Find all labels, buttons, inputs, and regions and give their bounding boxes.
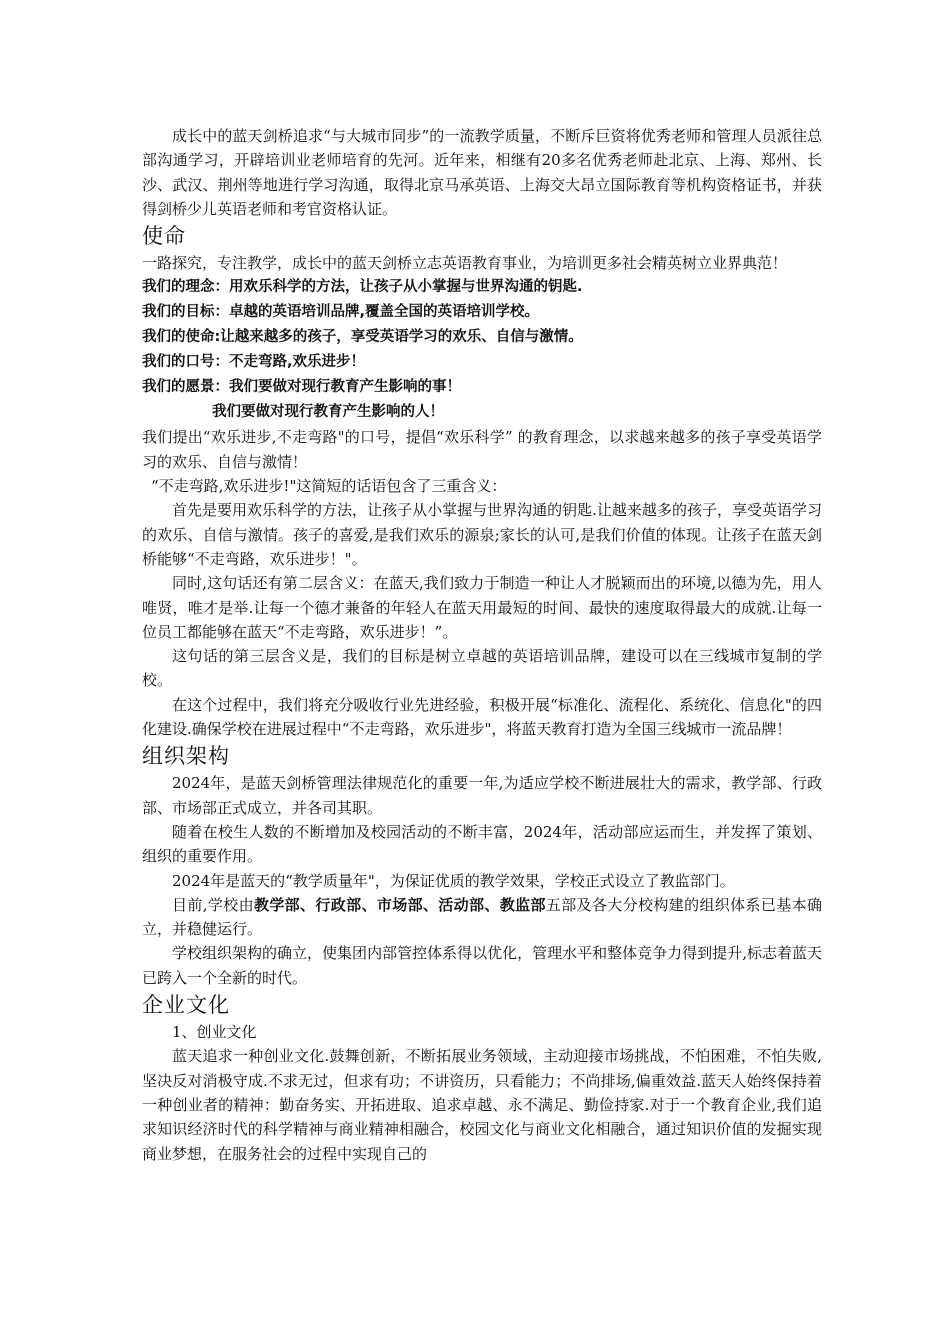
third-meaning-paragraph: 这句话的第三层含义是，我们的目标是树立卓越的英语培训品牌，建设可以在三线城市复制的学校。 [142,647,822,690]
quote-paragraph: “不走弯路,欢乐进步!"这简短的话语包含了三重含义： [151,477,507,496]
org-departments-bold: 教学部、行政部、市场部、活动部、教监部 [253,895,546,914]
org-paragraph-2: 随着在校生人数的不断增加及校园活动的不断丰富，2024年，活动部应运而生，并发挥了策划、组织的重要作用。 [142,822,822,866]
org-paragraph-5: 学校组织架构的确立，使集团内部管控体系得以优化，管理水平和整体竞争力得到提升,标志着蓝天已跨入一个全新的时代。 [142,944,822,987]
org-p4-pre: 目前,学校由 [172,895,254,914]
culture-paragraph-1: 蓝天追求一种创业文化.鼓舞创新，不断拓展业务领域，主动迎接市场挑战，不怕困难，不怕失败,坚决反对消极守成.不求无过，但求有功；不讲资历，只看能力；不尚排场,偏重效益.蓝天人始终保持着一种创业者的精神：勤奋务实、开拓进取、追求卓越、永不满足、勤俭持家.对于一个教育企业,我们追求知识经济时代的科学精神与商业精神相融合，校园文化与商业文化相融合，通过知识价值的发掘实现商业梦想，在服务社会的过程中实现自己的 [142,1047,822,1163]
document-body [142,124,822,1166]
culture-subheading: 1、创业文化 [172,1023,257,1042]
vision-line: 我们的愿景：我们要做对现行教育产生影响的事！ [142,379,461,396]
org-heading: 组织架构 [142,744,230,769]
org-paragraph-3: 2024年是蓝天的“教学质量年"，为保证优质的教学效果，学校正式设立了教监部门。 [172,871,735,890]
slogan-paragraph: 我们提出“欢乐进步,不走弯路"的口号，提倡“欢乐科学” 的教育理念，以求越来越多的孩子享受英语学习的欢乐、自信与激情！ [142,428,822,471]
mission-heading: 使命 [142,224,186,249]
org-paragraph-1: 2024年，是蓝天剑桥管理法律规范化的重要一年,为适应学校不断进展壮大的需求，教学部、行政部、市场部正式成立，并各司其职。 [142,774,822,817]
mission-line: 我们的使命:让越来越多的孩子，享受英语学习的欢乐、自信与激情。 [142,329,583,346]
mission-intro: 一路探究，专注教学，成长中的蓝天剑桥立志英语教育事业，为培训更多社会精英树立业界典范！ [142,254,788,273]
culture-heading: 企业文化 [142,993,230,1018]
org-p4-post: 五部及各大分校构建的组织体系已基本确立，并稳健运行。 [142,895,822,939]
second-meaning-paragraph: 同时,这句话还有第二层含义：在蓝天,我们致力于制造一种让人才脱颖而出的环境,以德为先，用人唯贤，唯才是举.让每一个德才兼备的年轻人在蓝天用最短的时间、最快的速度取得最大的成就.让每一位员工都能够在蓝天“不走弯路，欢乐进步！”。 [142,574,822,641]
philosophy-line: 我们的理念：用欢乐科学的方法，让孩子从小掌握与世界沟通的钥匙. [142,279,583,296]
first-meaning-paragraph: 首先是要用欢乐科学的方法，让孩子从小掌握与世界沟通的钥匙.让越来越多的孩子，享受英语学习的欢乐、自信与激情。孩子的喜爱,是我们欢乐的源泉;家长的认可,是我们价值的体现。让孩子在蓝天剑桥能够“不走弯路，欢乐进步！"。 [142,501,822,568]
slogan-line: 我们的口号：不走弯路,欢乐进步！ [142,354,366,371]
org-paragraph-4 [142,893,822,942]
process-paragraph: 在这个过程中，我们将充分吸收行业先进经验，积极开展“标准化、流程化、系统化、信息化"的四化建设.确保学校在进展过程中“不走弯路，欢乐进步"，将蓝天教育打造为全国三线城市一流品牌！ [142,695,822,739]
intro-paragraph: 成长中的蓝天剑桥追求“与大城市同步”的一流教学质量，不断斥巨资将优秀老师和管理人员派往总部沟通学习，开辟培训业老师培育的先河。近年来，相继有20多名优秀老师赴北京、上海、郑州、长沙、武汉、荆州等地进行学习沟通，取得北京马承英语、上海交大昂立国际教育等机构资格证书，并获得剑桥少儿英语老师和考官资格认证。 [142,127,822,218]
goal-line: 我们的目标：卓越的英语培训品牌,覆盖全国的英语培训学校。 [142,304,540,321]
vision-line-continued: 我们要做对现行教育产生影响的人！ [212,404,444,421]
